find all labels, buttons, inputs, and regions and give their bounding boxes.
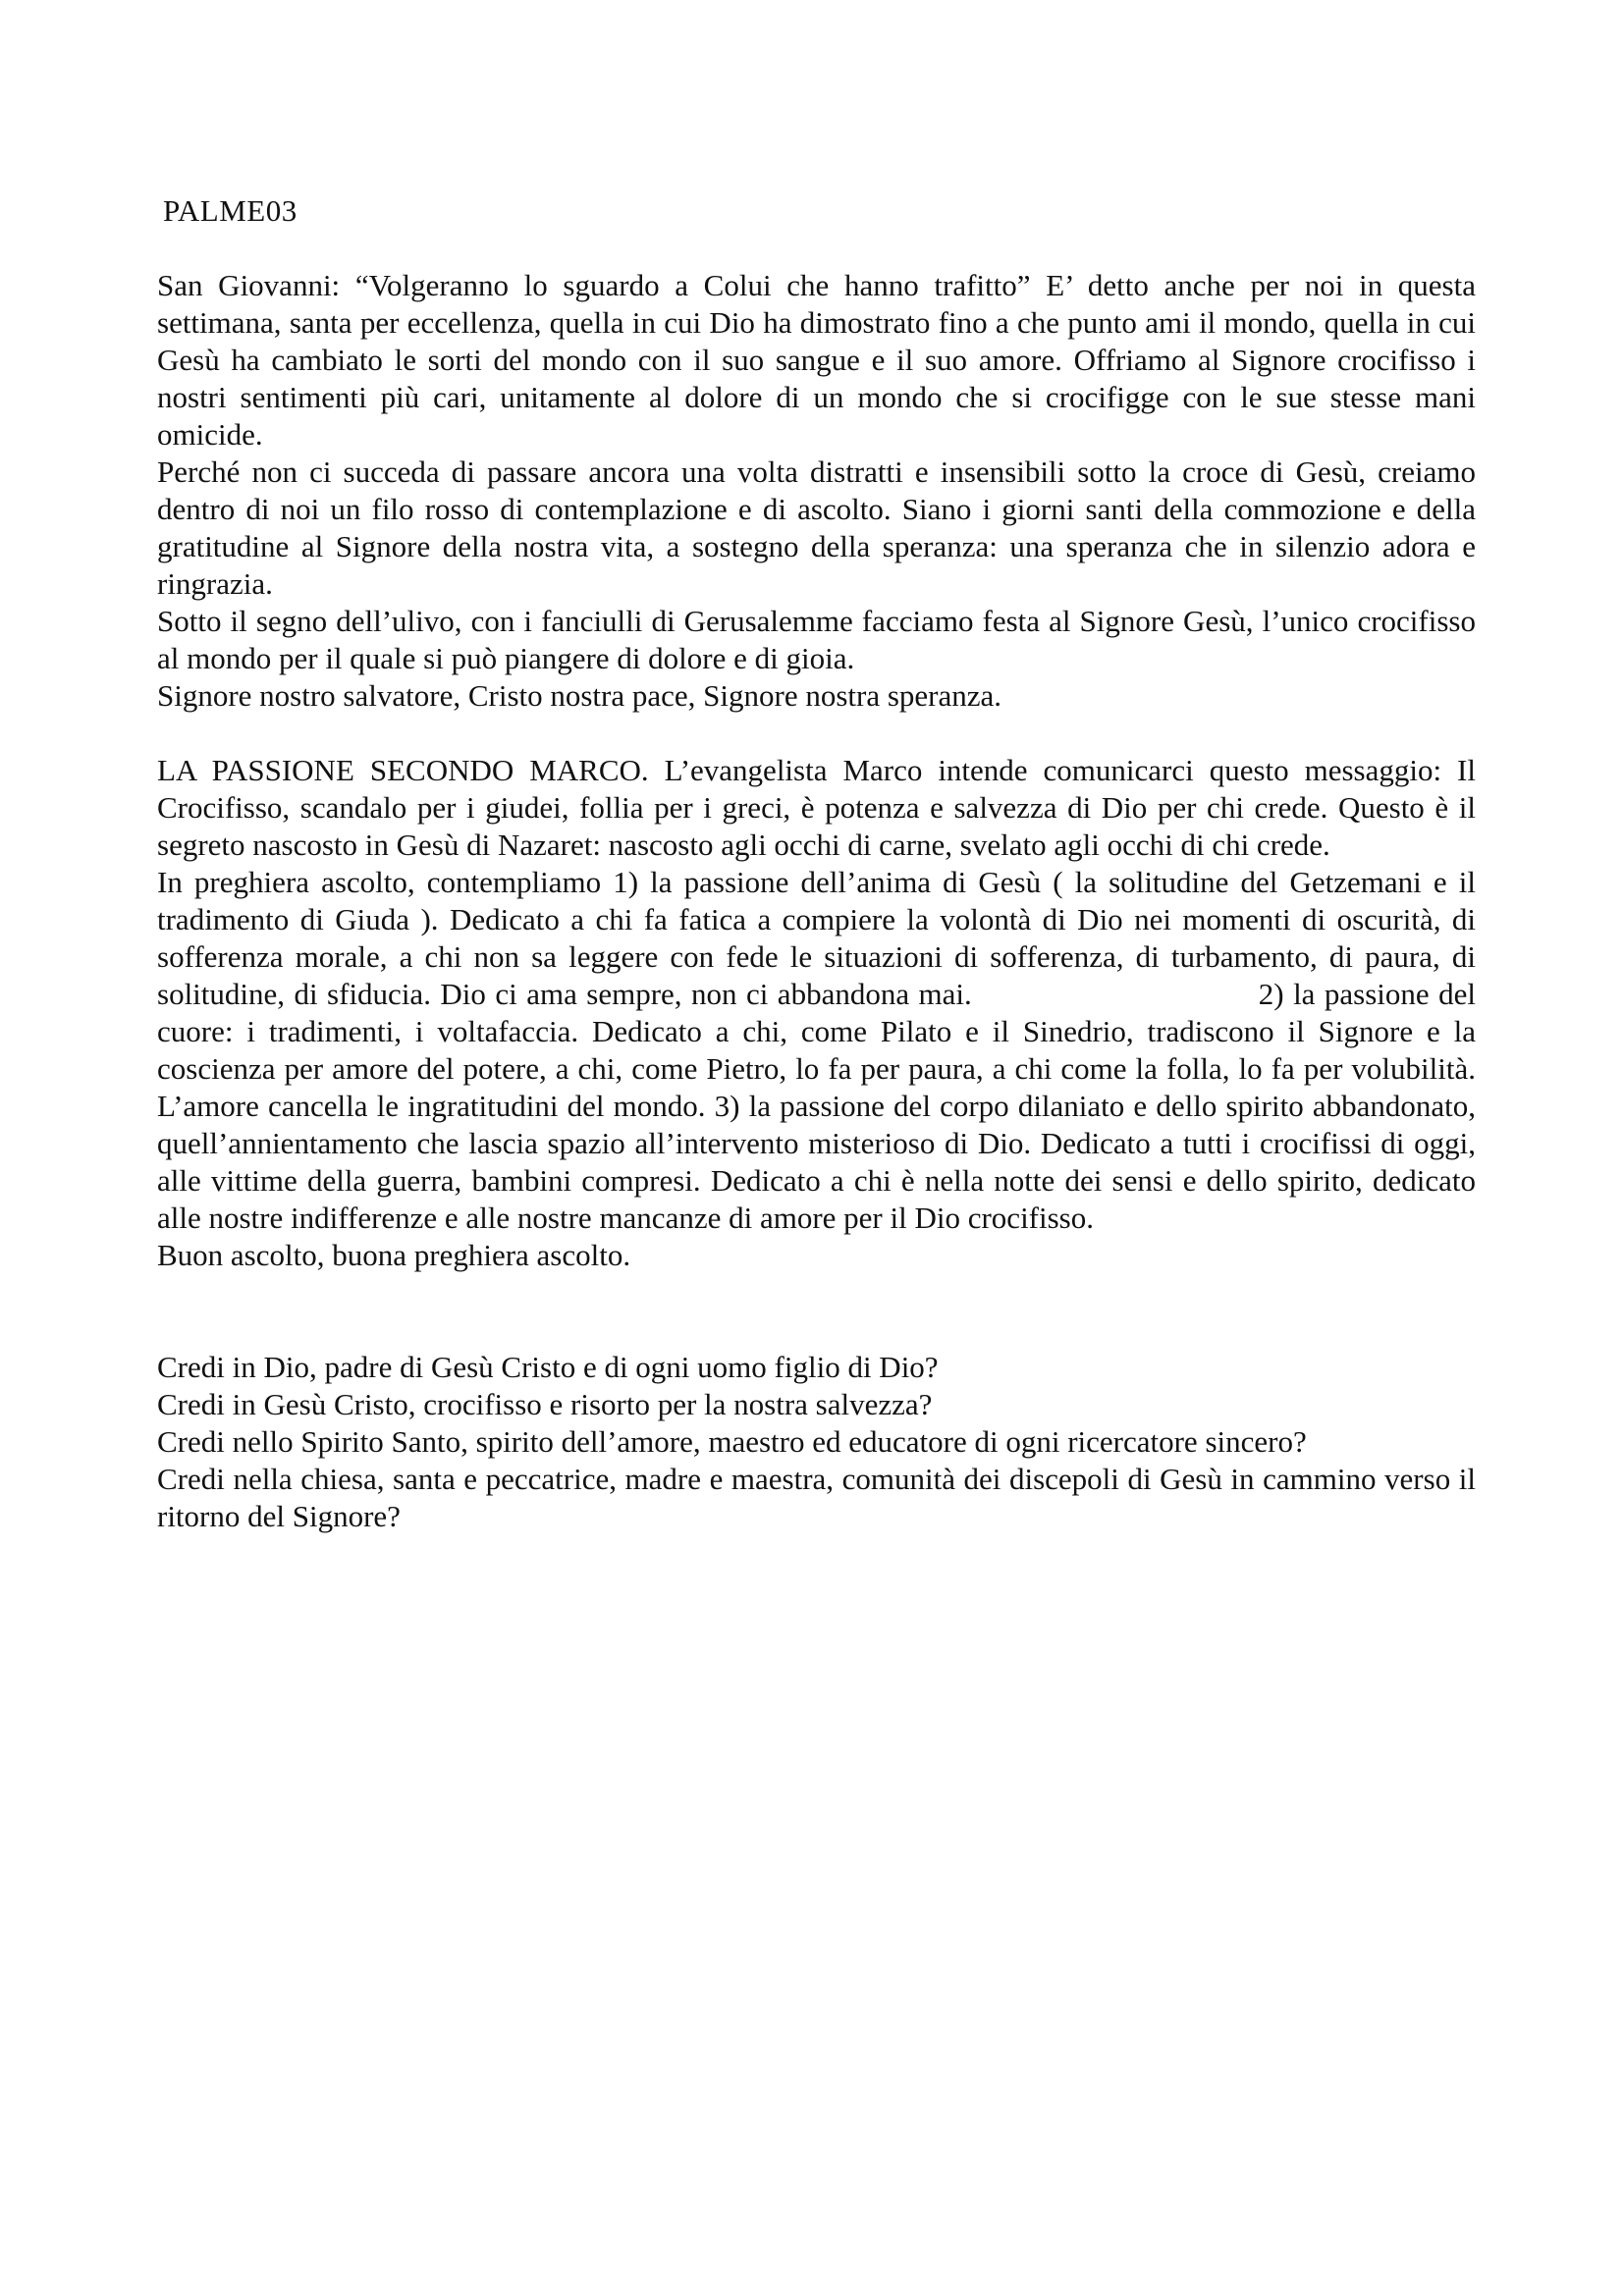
creed-question: Credi nella chiesa, santa e peccatrice, madre e maestra, comunità dei discepoli di Gesù in cammino verso il ritorno del Signore?: [157, 1462, 1476, 1533]
document-body: [157, 192, 1476, 1535]
creed-question: Credi in Dio, padre di Gesù Cristo e di ogni uomo figlio di Dio?: [157, 1350, 939, 1384]
intro-paragraph: Sotto il segno dell’ulivo, con i fanciulli di Gerusalemme facciamo festa al Signore Gesù, l’unico crocifisso al mondo per il quale si può piangere di dolore e di gioia.: [157, 604, 1476, 675]
passion-paragraph-part2: 2) la passione del cuore: i tradimenti, i voltafaccia. Dedicato a chi, come Pilato e il Sinedrio, tradiscono il Signore e la coscienza per amore del potere, a chi, come Pietro, lo fa per paura, a chi come la folla, lo fa per volubilità. L’amore cancella le ingratitudini del mondo. 3) la passione del corpo dilaniato e dello spirito abbandonato, quell’annientamento che lascia spazio all’intervento misterioso di Dio. Dedicato a tutti i crocifissi di oggi, alle vittime della guerra, bambini compresi. Dedicato a chi è nella notte dei sensi e dello spirito, dedicato alle nostre indifferenze e alle nostre mancanze di amore per il Dio crocifisso.: [157, 977, 1476, 1235]
section-spacer: [157, 715, 1476, 752]
creed-question: Credi in Gesù Cristo, crocifisso e risorto per la nostra salvezza?: [157, 1387, 933, 1421]
passion-paragraph-part1: In preghiera ascolto, contempliamo 1) la passione dell’anima di Gesù ( la solitudine del Getzemani e il tradimento di Giuda ). Dedicato a chi fa fatica a compiere la volontà di Dio nei momenti di oscurità, di sofferenza morale, a chi non sa leggere con fede le situazioni di sofferenza, di turbamento, di paura, di solitudine, di sfiducia. Dio ci ama sempre, non ci abbandona mai.: [157, 865, 1476, 1011]
passion-paragraph: Buon ascolto, buona preghiera ascolto.: [157, 1238, 631, 1272]
document-code: PALME03: [163, 193, 298, 228]
passion-paragraph: LA PASSIONE SECONDO MARCO. L’evangelista Marco intende comunicarci questo messaggio: Il Crocifisso, scandalo per i giudei, follia per i greci, è potenza e salvezza di Dio per chi crede. Questo è il segreto nascosto in Gesù di Nazaret: nascosto agli occhi di carne, svelato agli occhi di chi crede.: [157, 753, 1476, 862]
passion-paragraph: [157, 864, 1476, 1237]
intro-paragraph: Perché non ci succeda di passare ancora una volta distratti e insensibili sotto la croce di Gesù, creiamo dentro di noi un filo rosso di contemplazione e di ascolto. Siano i giorni santi della commozione e della gratitudine al Signore della nostra vita, a sostegno della speranza: una speranza che in silenzio adora e ringrazia.: [157, 454, 1476, 601]
intro-paragraph: San Giovanni: “Volgeranno lo sguardo a Colui che hanno trafitto” E’ detto anche per noi in questa settimana, santa per eccellenza, quella in cui Dio ha dimostrato fino a che punto ami il mondo, quella in cui Gesù ha cambiato le sorti del mondo con il suo sangue e il suo amore. Offriamo al Signore crocifisso i nostri sentimenti più cari, unitamente al dolore di un mondo che si crocifigge con le sue stesse mani omicide.: [157, 268, 1476, 452]
section-spacer: [157, 1274, 1476, 1349]
intro-paragraph: Signore nostro salvatore, Cristo nostra pace, Signore nostra speranza.: [157, 678, 1002, 713]
creed-question: Credi nello Spirito Santo, spirito dell’amore, maestro ed educatore di ogni ricercatore sincero?: [157, 1424, 1307, 1459]
